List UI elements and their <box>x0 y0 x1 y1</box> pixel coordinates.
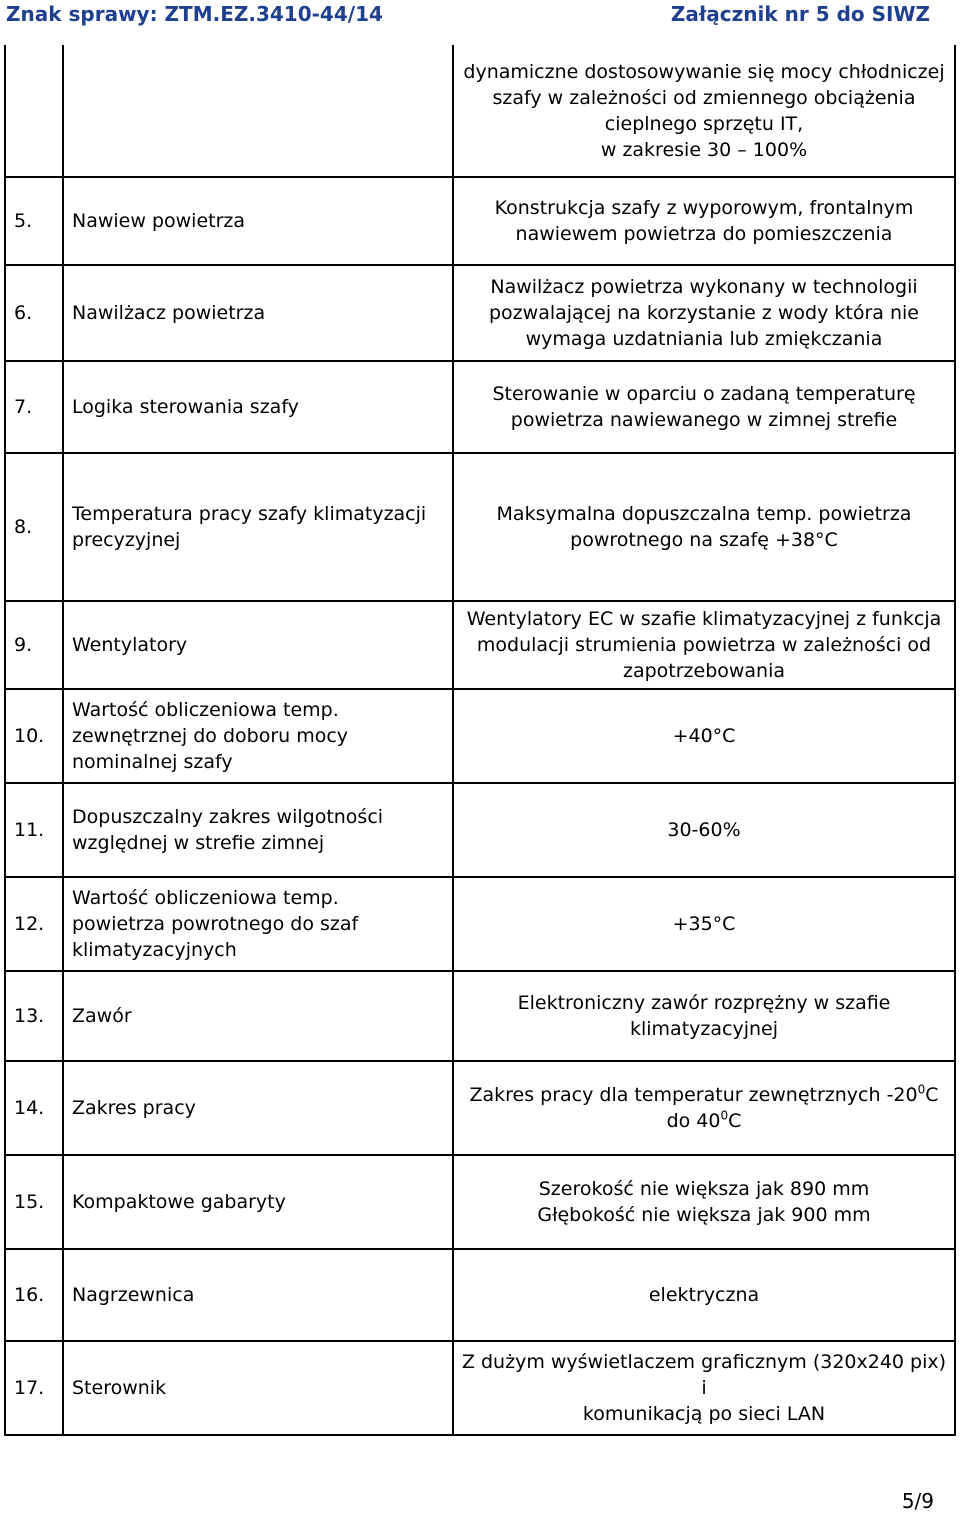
row-value: elektryczna <box>453 1249 955 1341</box>
table-row <box>5 689 955 783</box>
row-number: 10. <box>5 689 63 783</box>
table-row <box>5 601 955 689</box>
table-row <box>5 783 955 877</box>
row-description: Sterownik <box>63 1341 453 1435</box>
table-row <box>5 177 955 265</box>
attachment-label: Załącznik nr 5 do SIWZ <box>670 2 930 26</box>
row-number: 14. <box>5 1061 63 1155</box>
row-number: 9. <box>5 601 63 689</box>
table-row <box>5 1061 955 1155</box>
row-number: 8. <box>5 453 63 601</box>
row-value: Wentylatory EC w szafie klimatyzacyjnej z funkcja modulacji strumienia powietrza w zależności od zapotrzebowania <box>453 601 955 689</box>
row-description: Nagrzewnica <box>63 1249 453 1341</box>
row-value: Zakres pracy dla temperatur zewnętrznych $-20^0C$ do $40^0C$ <box>453 1061 955 1155</box>
row-description: Wentylatory <box>63 601 453 689</box>
row-value: Szerokość nie większa jak 890 mm Głębokość nie większa jak 900 mm <box>453 1155 955 1249</box>
row-number: 12. <box>5 877 63 971</box>
specification-table <box>4 45 956 1436</box>
row-number: 16. <box>5 1249 63 1341</box>
row-value: Konstrukcja szafy z wyporowym, frontalnym nawiewem powietrza do pomieszczenia <box>453 177 955 265</box>
table-row <box>5 1249 955 1341</box>
row-value: Z dużym wyświetlaczem graficznym (320x240 pix) i komunikacją po sieci LAN <box>453 1341 955 1435</box>
table-row <box>5 1341 955 1435</box>
row-value: dynamiczne dostosowywanie się mocy chłodniczej szafy w zależności od zmiennego obciążenia cieplnego sprzętu IT, w zakresie 30 – 100% <box>453 45 955 177</box>
row-description: Dopuszczalny zakres wilgotności względnej w strefie zimnej <box>63 783 453 877</box>
row-value: +35°C <box>453 877 955 971</box>
table-row <box>5 361 955 453</box>
row-description: Kompaktowe gabaryty <box>63 1155 453 1249</box>
row-number: 7. <box>5 361 63 453</box>
row-description: Nawilżacz powietrza <box>63 265 453 361</box>
row-description: Zakres pracy <box>63 1061 453 1155</box>
row-number: 17. <box>5 1341 63 1435</box>
case-number: Znak sprawy: ZTM.EZ.3410-44/14 <box>6 2 383 26</box>
row-value: 30-60% <box>453 783 955 877</box>
row-description: Wartość obliczeniowa temp. powietrza powrotnego do szaf klimatyzacyjnych <box>63 877 453 971</box>
row-description: Wartość obliczeniowa temp. zewnętrznej do doboru mocy nominalnej szafy <box>63 689 453 783</box>
table-row <box>5 971 955 1061</box>
table-row <box>5 453 955 601</box>
table-row <box>5 265 955 361</box>
row-number: 6. <box>5 265 63 361</box>
row-number <box>5 45 63 177</box>
row-number: 11. <box>5 783 63 877</box>
row-value: Nawilżacz powietrza wykonany w technologii pozwalającej na korzystanie z wody która nie wymaga uzdatniania lub zmiękczania <box>453 265 955 361</box>
row-description: Nawiew powietrza <box>63 177 453 265</box>
row-description: Zawór <box>63 971 453 1061</box>
table-row <box>5 877 955 971</box>
row-number: 13. <box>5 971 63 1061</box>
row-description: Temperatura pracy szafy klimatyzacji precyzyjnej <box>63 453 453 601</box>
table-row <box>5 45 955 177</box>
row-value: Elektroniczny zawór rozprężny w szafie klimatyzacyjnej <box>453 971 955 1061</box>
row-value: +40°C <box>453 689 955 783</box>
row-value: Maksymalna dopuszczalna temp. powietrza powrotnego na szafę +38°C <box>453 453 955 601</box>
page-header <box>0 0 960 26</box>
row-number: 5. <box>5 177 63 265</box>
page-number: 5/9 <box>901 1489 934 1513</box>
row-value: Sterowanie w oparciu o zadaną temperaturę powietrza nawiewanego w zimnej strefie <box>453 361 955 453</box>
row-description <box>63 45 453 177</box>
row-number: 15. <box>5 1155 63 1249</box>
row-description: Logika sterowania szafy <box>63 361 453 453</box>
table-row <box>5 1155 955 1249</box>
